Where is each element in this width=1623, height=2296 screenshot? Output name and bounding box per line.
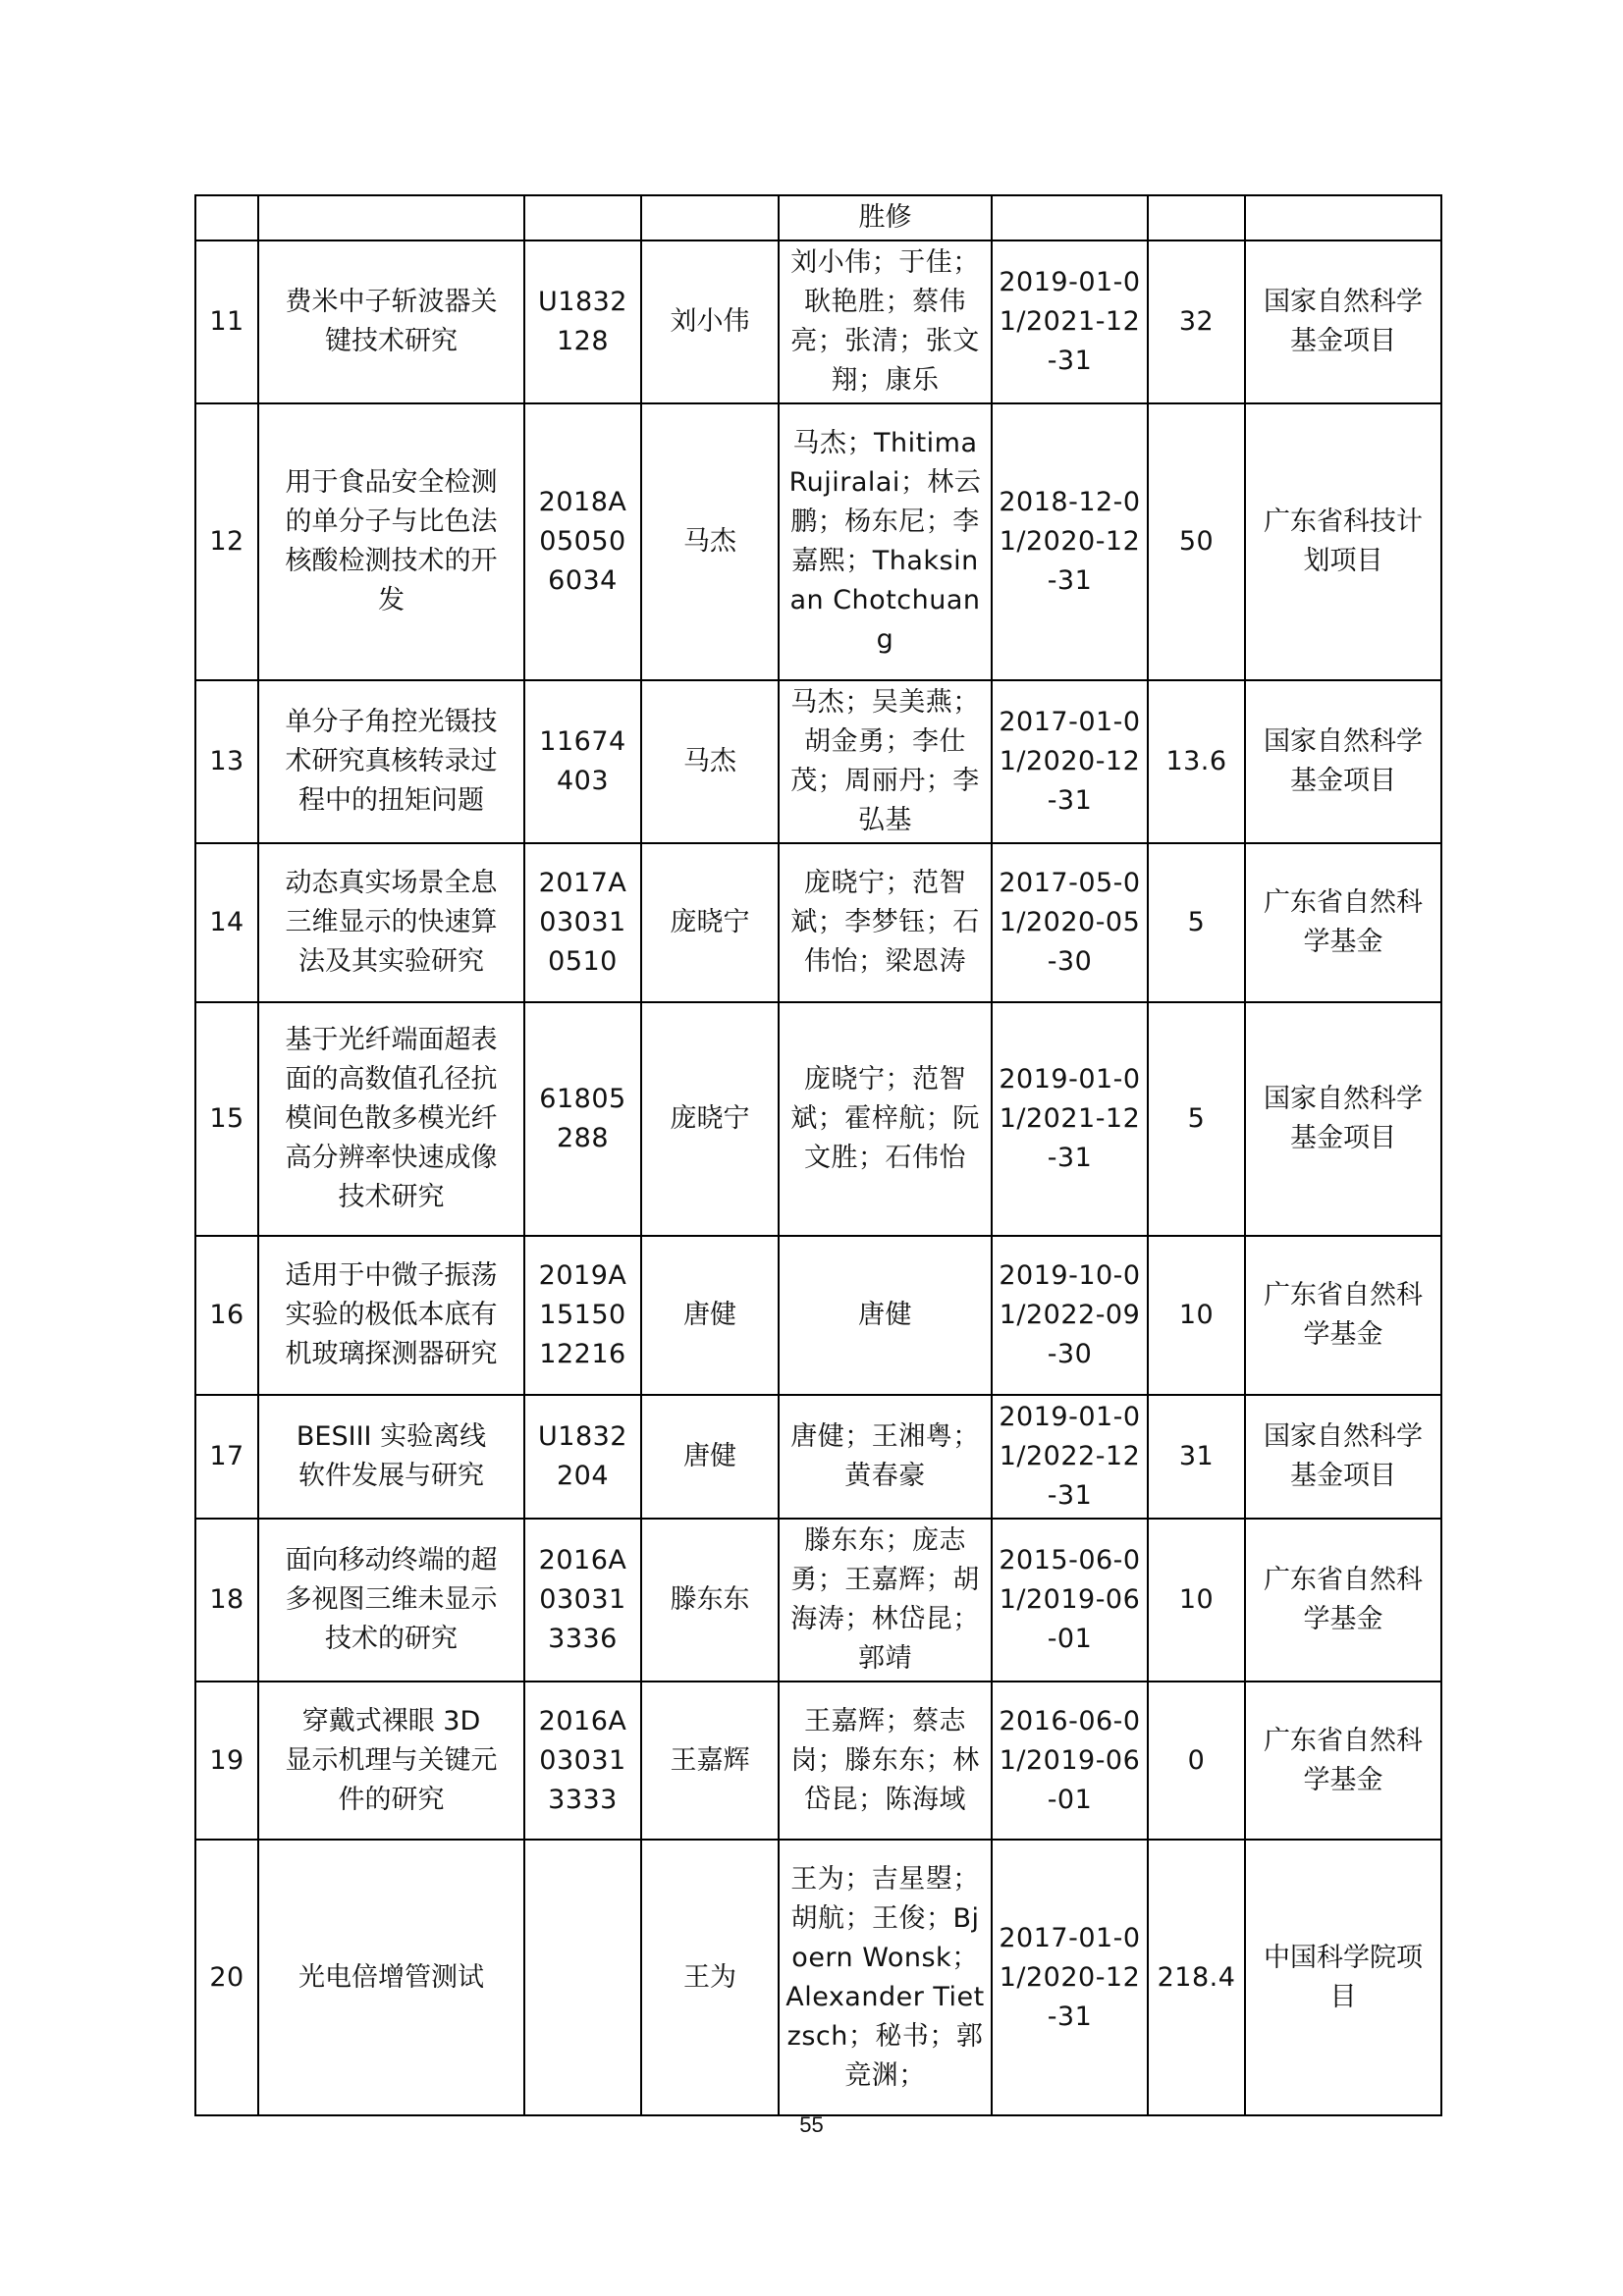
cell-source: 广东省科技计划项目 — [1245, 403, 1441, 680]
cell-source: 中国科学院项目 — [1245, 1840, 1441, 2115]
cell-no: 16 — [195, 1236, 258, 1395]
cell-name: 动态真实场景全息三维显示的快速算法及其实验研究 — [258, 843, 524, 1002]
table-row — [195, 240, 1441, 403]
cell-funding — [1148, 195, 1245, 240]
cell-name — [258, 195, 524, 240]
project-table — [194, 194, 1442, 2116]
cell-no: 17 — [195, 1395, 258, 1519]
cell-name: 面向移动终端的超多视图三维未显示技术的研究 — [258, 1519, 524, 1682]
cell-period: 2018-12-01/2020-12-31 — [992, 403, 1148, 680]
cell-source: 国家自然科学基金项目 — [1245, 680, 1441, 843]
cell-funding: 10 — [1148, 1519, 1245, 1682]
cell-name: 用于食品安全检测的单分子与比色法核酸检测技术的开发 — [258, 403, 524, 680]
cell-leader: 刘小伟 — [641, 240, 779, 403]
cell-members: 庞晓宁；范智斌；霍梓航；阮文胜；石伟怡 — [779, 1002, 992, 1236]
cell-source: 国家自然科学基金项目 — [1245, 1002, 1441, 1236]
cell-period: 2019-10-01/2022-09-30 — [992, 1236, 1148, 1395]
cell-code: 11674403 — [524, 680, 641, 843]
cell-period — [992, 195, 1148, 240]
cell-code: 2016A030313336 — [524, 1519, 641, 1682]
cell-code: U1832204 — [524, 1395, 641, 1519]
cell-period: 2016-06-01/2019-06-01 — [992, 1682, 1148, 1840]
cell-funding: 5 — [1148, 1002, 1245, 1236]
cell-no: 15 — [195, 1002, 258, 1236]
cell-leader: 王为 — [641, 1840, 779, 2115]
cell-members: 唐健；王湘粤；黄春豪 — [779, 1395, 992, 1519]
cell-funding: 32 — [1148, 240, 1245, 403]
continuation-row — [195, 195, 1441, 240]
table-row — [195, 1002, 1441, 1236]
cell-period: 2019-01-01/2022-12-31 — [992, 1395, 1148, 1519]
cell-funding: 13.6 — [1148, 680, 1245, 843]
cell-funding: 31 — [1148, 1395, 1245, 1519]
cell-name: 适用于中微子振荡实验的极低本底有机玻璃探测器研究 — [258, 1236, 524, 1395]
cell-members: 马杰；Thitima Rujiralai；林云鹏；杨东尼；李嘉熙；Thaksinan Chotchuang — [779, 403, 992, 680]
cell-no: 14 — [195, 843, 258, 1002]
cell-members: 庞晓宁；范智斌；李梦钰；石伟怡；梁恩涛 — [779, 843, 992, 1002]
cell-period: 2017-05-01/2020-05-30 — [992, 843, 1148, 1002]
cell-no: 12 — [195, 403, 258, 680]
cell-funding: 5 — [1148, 843, 1245, 1002]
cell-funding: 218.4 — [1148, 1840, 1245, 2115]
cell-no: 18 — [195, 1519, 258, 1682]
cell-period: 2019-01-01/2021-12-31 — [992, 1002, 1148, 1236]
table-row — [195, 403, 1441, 680]
cell-period: 2017-01-01/2020-12-31 — [992, 680, 1148, 843]
cell-no: 11 — [195, 240, 258, 403]
cell-members: 胜修 — [779, 195, 992, 240]
cell-members: 滕东东；庞志勇；王嘉辉；胡海涛；林岱昆；郭靖 — [779, 1519, 992, 1682]
page-number: 55 — [799, 2112, 824, 2137]
cell-leader: 马杰 — [641, 680, 779, 843]
cell-source — [1245, 195, 1441, 240]
cell-source: 国家自然科学基金项目 — [1245, 240, 1441, 403]
cell-funding: 0 — [1148, 1682, 1245, 1840]
cell-code: 2018A050506034 — [524, 403, 641, 680]
cell-leader: 唐健 — [641, 1395, 779, 1519]
cell-members: 唐健 — [779, 1236, 992, 1395]
cell-period: 2017-01-01/2020-12-31 — [992, 1840, 1148, 2115]
cell-name: 光电倍增管测试 — [258, 1840, 524, 2115]
cell-no: 19 — [195, 1682, 258, 1840]
cell-leader: 王嘉辉 — [641, 1682, 779, 1840]
table-row — [195, 680, 1441, 843]
cell-leader: 马杰 — [641, 403, 779, 680]
cell-name: 单分子角控光镊技术研究真核转录过程中的扭矩问题 — [258, 680, 524, 843]
cell-code — [524, 1840, 641, 2115]
cell-funding: 50 — [1148, 403, 1245, 680]
cell-name: 基于光纤端面超表面的高数值孔径抗模间色散多模光纤高分辨率快速成像技术研究 — [258, 1002, 524, 1236]
cell-code: 61805288 — [524, 1002, 641, 1236]
cell-members: 王为；吉星曌；胡航；王俊；Bjoern Wonsk；Alexander Tietzsch；秘书；郭竞渊； — [779, 1840, 992, 2115]
cell-leader: 滕东东 — [641, 1519, 779, 1682]
cell-leader: 唐健 — [641, 1236, 779, 1395]
cell-source: 广东省自然科学基金 — [1245, 1682, 1441, 1840]
table-row — [195, 1395, 1441, 1519]
cell-funding: 10 — [1148, 1236, 1245, 1395]
table-row — [195, 843, 1441, 1002]
cell-no: 20 — [195, 1840, 258, 2115]
cell-no: 13 — [195, 680, 258, 843]
cell-no — [195, 195, 258, 240]
cell-members: 刘小伟；于佳；耿艳胜；蔡伟亮；张清；张文翔；康乐 — [779, 240, 992, 403]
cell-source: 广东省自然科学基金 — [1245, 843, 1441, 1002]
cell-source: 广东省自然科学基金 — [1245, 1236, 1441, 1395]
table-row — [195, 1236, 1441, 1395]
table-row — [195, 1840, 1441, 2115]
cell-leader: 庞晓宁 — [641, 1002, 779, 1236]
cell-name: 穿戴式裸眼 3D 显示机理与关键元件的研究 — [258, 1682, 524, 1840]
cell-source: 广东省自然科学基金 — [1245, 1519, 1441, 1682]
table-row — [195, 1682, 1441, 1840]
cell-period: 2019-01-01/2021-12-31 — [992, 240, 1148, 403]
cell-code: 2016A030313333 — [524, 1682, 641, 1840]
cell-code: U1832128 — [524, 240, 641, 403]
cell-source: 国家自然科学基金项目 — [1245, 1395, 1441, 1519]
cell-name: 费米中子斩波器关键技术研究 — [258, 240, 524, 403]
cell-code — [524, 195, 641, 240]
cell-code: 2019A1515012216 — [524, 1236, 641, 1395]
cell-leader — [641, 195, 779, 240]
cell-members: 马杰；吴美燕；胡金勇；李仕茂；周丽丹；李弘基 — [779, 680, 992, 843]
cell-leader: 庞晓宁 — [641, 843, 779, 1002]
cell-members: 王嘉辉；蔡志岗；滕东东；林岱昆；陈海域 — [779, 1682, 992, 1840]
cell-name: BESIII 实验离线软件发展与研究 — [258, 1395, 524, 1519]
cell-period: 2015-06-01/2019-06-01 — [992, 1519, 1148, 1682]
cell-code: 2017A030310510 — [524, 843, 641, 1002]
table-row — [195, 1519, 1441, 1682]
project-rows — [195, 240, 1441, 2115]
